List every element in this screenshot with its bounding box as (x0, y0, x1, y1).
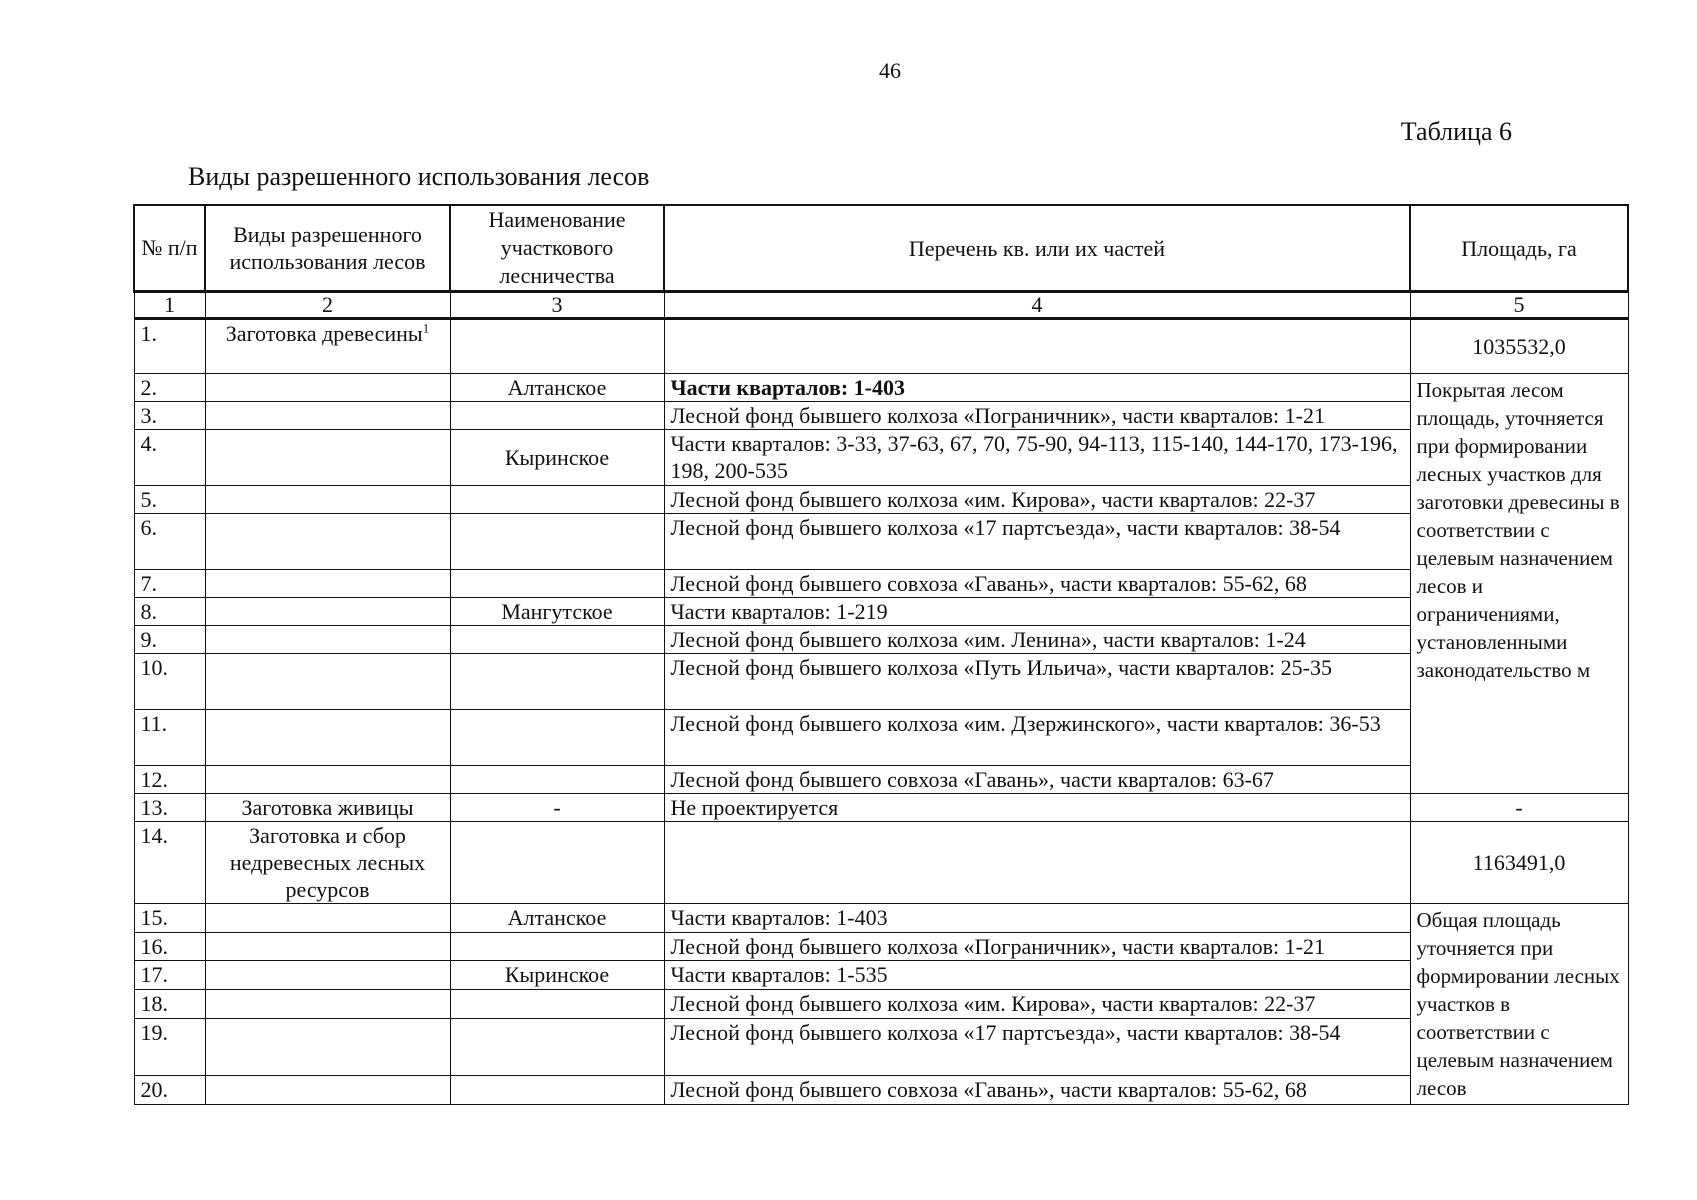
row-number: 8. (134, 598, 205, 626)
forestry-cell: Алтанское (450, 904, 664, 933)
use-type-cell (205, 486, 450, 514)
quarter-list-cell: Лесной фонд бывшего колхоза «им. Ленина», части кварталов: 1-24 (664, 626, 1410, 654)
column-number: 1 (134, 292, 205, 319)
forestry-cell: Мангутское (450, 598, 664, 626)
forestry-cell: - (450, 794, 664, 822)
forestry-cell (450, 319, 664, 374)
quarter-list-cell: Лесной фонд бывшего колхоза «17 партсъезда», части кварталов: 38-54 (664, 1018, 1410, 1075)
table-row (134, 822, 1628, 904)
row-number: 9. (134, 626, 205, 654)
column-number: 4 (664, 292, 1410, 319)
quarter-list-cell: Лесной фонд бывшего колхоза «им. Кирова», части кварталов: 22-37 (664, 990, 1410, 1019)
forestry-cell (450, 766, 664, 794)
row-number: 15. (134, 904, 205, 933)
table-row (134, 598, 1628, 626)
use-type-cell (205, 598, 450, 626)
use-type-cell (205, 374, 450, 402)
table-row (134, 430, 1628, 486)
table-row (134, 904, 1628, 933)
header-number: № п/п (134, 205, 205, 292)
area-cell: 1163491,0 (1410, 822, 1628, 904)
forestry-cell (450, 570, 664, 598)
use-type-cell (205, 570, 450, 598)
row-number: 4. (134, 430, 205, 486)
quarter-list-cell: Части кварталов: 1-403 (664, 904, 1410, 933)
area-note-cell: Общая площадь уточняется при формировании лесных участков в соответствии с целевым назначением лесов (1410, 904, 1628, 1105)
table-row (134, 990, 1628, 1019)
quarter-list-cell: Лесной фонд бывшего совхоза «Гавань», части кварталов: 55-62, 68 (664, 570, 1410, 598)
quarter-list-cell: Лесной фонд бывшего совхоза «Гавань», части кварталов: 63-67 (664, 766, 1410, 794)
table-row (134, 1018, 1628, 1075)
forestry-cell (450, 1076, 664, 1105)
forestry-cell (450, 402, 664, 430)
use-type-cell (205, 626, 450, 654)
quarter-list-cell: Не проектируется (664, 794, 1410, 822)
forestry-cell (450, 710, 664, 766)
table-row (134, 626, 1628, 654)
forestry-cell (450, 932, 664, 961)
forestry-cell: Кыринское (450, 961, 664, 990)
row-number: 7. (134, 570, 205, 598)
quarter-list-cell: Лесной фонд бывшего колхоза «17 партсъезда», части кварталов: 38-54 (664, 514, 1410, 570)
row-number: 5. (134, 486, 205, 514)
column-number: 2 (205, 292, 450, 319)
area-cell: - (1410, 794, 1628, 822)
table-row (134, 654, 1628, 710)
quarter-list-cell (664, 822, 1410, 904)
quarter-list-cell: Части кварталов: 1-535 (664, 961, 1410, 990)
use-type-text: Заготовка древесины (225, 321, 423, 346)
use-type-cell (205, 654, 450, 710)
use-type-cell: Заготовка и сбор недревесных лесных ресурсов (205, 822, 450, 904)
footnote-marker: 1 (422, 320, 430, 336)
row-number: 11. (134, 710, 205, 766)
row-number: 14. (134, 822, 205, 904)
use-type-cell (205, 961, 450, 990)
table-row (134, 402, 1628, 430)
use-type-cell (205, 514, 450, 570)
row-number: 12. (134, 766, 205, 794)
forestry-cell (450, 486, 664, 514)
use-type-cell (205, 402, 450, 430)
row-number: 10. (134, 654, 205, 710)
quarter-list-cell: Лесной фонд бывшего колхоза «Пограничник», части кварталов: 1-21 (664, 402, 1410, 430)
use-type-cell (205, 319, 450, 374)
use-type-cell (205, 990, 450, 1019)
table-row (134, 710, 1628, 766)
table-row (134, 932, 1628, 961)
area-cell: 1035532,0 (1410, 319, 1628, 374)
quarter-list-cell (664, 319, 1410, 374)
quarter-list-cell: Части кварталов: 1-219 (664, 598, 1410, 626)
header-forestry: Наименование участкового лесничества (450, 205, 664, 292)
table-row (134, 374, 1628, 402)
row-number: 17. (134, 961, 205, 990)
use-type-cell (205, 766, 450, 794)
row-number: 20. (134, 1076, 205, 1105)
table-row (134, 961, 1628, 990)
row-number: 6. (134, 514, 205, 570)
forestry-cell (450, 514, 664, 570)
use-type-cell (205, 710, 450, 766)
use-type-cell (205, 430, 450, 486)
header-row (134, 205, 1628, 292)
quarter-list-cell: Части кварталов: 1-403 (664, 374, 1410, 402)
quarter-list-cell: Лесной фонд бывшего колхоза «им. Дзержинского», части кварталов: 36-53 (664, 710, 1410, 766)
row-number: 3. (134, 402, 205, 430)
quarter-list-cell: Лесной фонд бывшего колхоза «Пограничник», части кварталов: 1-21 (664, 932, 1410, 961)
row-number: 13. (134, 794, 205, 822)
column-number-row (134, 292, 1628, 319)
forestry-cell (450, 990, 664, 1019)
table-row (134, 570, 1628, 598)
document-title: Виды разрешенного использования лесов (188, 162, 650, 191)
forestry-cell (450, 626, 664, 654)
quarter-list-cell: Части кварталов: 3-33, 37-63, 67, 70, 75-90, 94-113, 115-140, 144-170, 173-196, 198, 200-535 (664, 430, 1410, 486)
quarter-list-cell: Лесной фонд бывшего колхоза «Путь Ильича», части кварталов: 25-35 (664, 654, 1410, 710)
quarter-list-cell: Лесной фонд бывшего совхоза «Гавань», части кварталов: 55-62, 68 (664, 1076, 1410, 1105)
column-number: 5 (1410, 292, 1628, 319)
row-number: 16. (134, 932, 205, 961)
forest-use-table (133, 204, 1629, 1105)
table-row (134, 794, 1628, 822)
area-note-cell: Покрытая лесом площадь, уточняется при формировании лесных участков для заготовки древесины в соответствии с целевым назначением лесов и ограничениями, установленными законодательство м (1410, 374, 1628, 794)
forestry-cell (450, 1018, 664, 1075)
table-row (134, 514, 1628, 570)
table-row (134, 766, 1628, 794)
forestry-cell: Алтанское (450, 374, 664, 402)
header-area: Площадь, га (1410, 205, 1628, 292)
use-type-cell: Заготовка живицы (205, 794, 450, 822)
forestry-cell (450, 822, 664, 904)
use-type-cell (205, 932, 450, 961)
row-number: 1. (134, 319, 205, 374)
page-number: 46 (879, 58, 901, 83)
table-label: Таблица 6 (1400, 117, 1512, 146)
use-type-cell (205, 1076, 450, 1105)
forestry-cell: Кыринское (450, 430, 664, 486)
row-number: 19. (134, 1018, 205, 1075)
header-use-type: Виды разрешенного использования лесов (205, 205, 450, 292)
row-number: 2. (134, 374, 205, 402)
forestry-cell (450, 654, 664, 710)
use-type-cell (205, 904, 450, 933)
table-row (134, 319, 1628, 374)
header-quarter-list: Перечень кв. или их частей (664, 205, 1410, 292)
use-type-cell (205, 1018, 450, 1075)
column-number: 3 (450, 292, 664, 319)
table-row (134, 486, 1628, 514)
table-row (134, 1076, 1628, 1105)
row-number: 18. (134, 990, 205, 1019)
quarter-list-cell: Лесной фонд бывшего колхоза «им. Кирова», части кварталов: 22-37 (664, 486, 1410, 514)
